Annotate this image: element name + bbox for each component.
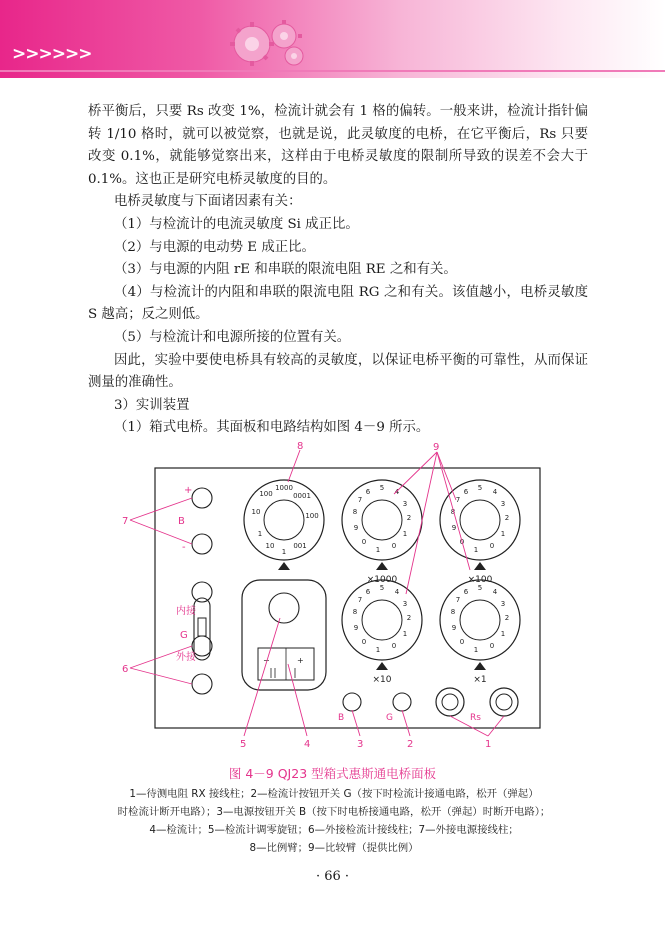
- label-b-power: B: [178, 516, 185, 527]
- svg-text:7: 7: [357, 596, 363, 604]
- svg-text:1: 1: [375, 646, 381, 654]
- svg-text:100: 100: [259, 490, 273, 498]
- svg-text:5: 5: [379, 584, 385, 592]
- body-text: [88, 101, 588, 440]
- bridge-panel-figure: [122, 440, 550, 755]
- zero-adjust-knob: [269, 593, 299, 623]
- galv-terminal-bottom: [192, 674, 212, 694]
- svg-text:0: 0: [459, 538, 465, 546]
- svg-text:1: 1: [402, 630, 408, 638]
- svg-text:9: 9: [353, 624, 359, 632]
- svg-text:4: 4: [394, 488, 400, 496]
- header-banner: [0, 0, 665, 78]
- svg-text:3: 3: [402, 600, 408, 608]
- svg-text:1: 1: [500, 630, 506, 638]
- legend-line: 时检流计断开电路）；3—电源按钮开关 B（按下时电桥接通电路，松开（弹起）时断开电路）；: [117, 806, 551, 818]
- list-item: （2）与电源的电动势 E 成正比。: [114, 239, 315, 255]
- svg-text:6: 6: [463, 588, 469, 596]
- svg-text:1: 1: [375, 546, 381, 554]
- power-terminal-minus: [192, 534, 212, 554]
- callout-4: 4: [304, 739, 311, 750]
- dial-x100: [440, 480, 520, 585]
- callout-6: 6: [122, 664, 129, 675]
- galv-terminal-top: [192, 582, 212, 602]
- svg-text:9: 9: [451, 624, 457, 632]
- galv-link-bar: [194, 598, 210, 660]
- svg-text:7: 7: [357, 496, 363, 504]
- legend-line: 4—检流计；5—检流计调零旋钮；6—外接检流计接线柱；7—外接电源接线柱；: [149, 824, 519, 836]
- callout-5: 5: [240, 739, 247, 750]
- label-b-button: B: [338, 713, 345, 723]
- svg-text:1: 1: [473, 646, 479, 654]
- label-inner: 内接: [176, 606, 196, 617]
- legend-line: 1—待测电阻 RX 接线柱；2—检流计按钮开关 G（按下时检流计接通电路，松开（弹起）: [129, 788, 539, 800]
- svg-text:4: 4: [394, 588, 400, 596]
- svg-text:8: 8: [450, 608, 456, 616]
- paragraph-3: 因此，实验中要使电桥具有较高的灵敏度，以保证电桥平衡的可靠性，从而保证测量的准确性。: [88, 352, 588, 391]
- svg-text:5: 5: [477, 584, 483, 592]
- svg-text:4: 4: [492, 488, 498, 496]
- list-item: （4）与检流计的内阻和串联的限流电阻 RG 之和有关。该值越小，电桥灵敏度 S 越高；反之则低。: [88, 284, 588, 323]
- svg-text:9: 9: [451, 524, 457, 532]
- svg-text:8: 8: [352, 608, 358, 616]
- svg-text:10: 10: [265, 542, 275, 550]
- svg-text:6: 6: [365, 588, 371, 596]
- svg-text:3: 3: [402, 500, 408, 508]
- ratio-dial-inner: [264, 500, 304, 540]
- label-x1: ×1: [473, 675, 487, 685]
- svg-text:8: 8: [352, 508, 358, 516]
- callout-7: 7: [122, 516, 129, 527]
- svg-text:0: 0: [361, 638, 367, 646]
- callout-9: 9: [433, 442, 440, 453]
- svg-text:001: 001: [293, 542, 307, 550]
- svg-text:+: +: [297, 656, 304, 665]
- svg-text:10: 10: [251, 508, 261, 516]
- callout-3: 3: [357, 739, 364, 750]
- list-item: （1）与检流计的电流灵敏度 Si 成正比。: [114, 216, 359, 232]
- svg-text:7: 7: [455, 496, 461, 504]
- label-g-terminal: G: [180, 630, 188, 641]
- svg-text:1: 1: [473, 546, 479, 554]
- svg-text:1: 1: [500, 530, 506, 538]
- label-x10: ×10: [372, 675, 392, 685]
- section-heading: 3）实训装置: [114, 397, 190, 413]
- power-terminal-plus: [192, 488, 212, 508]
- svg-text:1: 1: [281, 548, 287, 556]
- svg-text:0: 0: [391, 642, 397, 650]
- subsection-text: （1）箱式电桥。其面板和电路结构如图 4－9 所示。: [114, 420, 430, 436]
- dial-x1: [440, 580, 520, 685]
- list-item: （3）与电源的内阻 rE 和串联的限流电阻 RE 之和有关。: [114, 262, 457, 278]
- svg-text:7: 7: [455, 596, 461, 604]
- power-button-b: [343, 693, 361, 711]
- svg-text:0: 0: [489, 542, 495, 550]
- figure-caption: 图 4－9 QJ23 型箱式惠斯通电桥面板: [228, 766, 437, 781]
- rs-terminal-left: [436, 688, 464, 716]
- svg-text:2: 2: [504, 614, 510, 622]
- page-number: · 66 ·: [315, 869, 350, 884]
- svg-text:0: 0: [489, 642, 495, 650]
- figure-legend: [60, 785, 608, 857]
- svg-text:4: 4: [492, 588, 498, 596]
- svg-text:1: 1: [257, 530, 263, 538]
- galvanometer-box: [242, 580, 326, 690]
- list-item: （5）与检流计和电源所接的位置有关。: [114, 329, 351, 345]
- svg-text:1: 1: [402, 530, 408, 538]
- svg-text:3: 3: [500, 500, 506, 508]
- dial-x10: [342, 580, 422, 685]
- label-plus: +: [184, 485, 193, 496]
- panel-outline: [155, 468, 540, 728]
- label-g-button: G: [386, 713, 393, 723]
- dial-x1000: [342, 480, 422, 585]
- callout-2: 2: [407, 739, 414, 750]
- galv-link-plate: [198, 618, 206, 636]
- svg-text:5: 5: [477, 484, 483, 492]
- svg-text:2: 2: [504, 514, 510, 522]
- galv-button-g: [393, 693, 411, 711]
- callout-1: 1: [485, 739, 492, 750]
- svg-text:0: 0: [459, 638, 465, 646]
- legend-line: 8—比例臂；9—比较臂（提供比例）: [249, 842, 419, 854]
- label-outer: 外接: [176, 652, 196, 663]
- label-x100: ×100: [467, 575, 493, 585]
- header-chevrons: >>>>>>: [12, 44, 92, 64]
- svg-text:−: −: [263, 656, 270, 665]
- svg-text:6: 6: [463, 488, 469, 496]
- svg-text:5: 5: [379, 484, 385, 492]
- svg-text:6: 6: [365, 488, 371, 496]
- header-rule: [0, 70, 665, 72]
- svg-text:0: 0: [361, 538, 367, 546]
- svg-text:0001: 0001: [293, 492, 311, 500]
- svg-text:100: 100: [305, 512, 319, 520]
- gears-decoration-icon: [212, 14, 322, 76]
- svg-text:0: 0: [391, 542, 397, 550]
- callout-8: 8: [297, 441, 304, 452]
- svg-text:2: 2: [406, 614, 412, 622]
- label-minus: -: [182, 542, 186, 553]
- svg-text:8: 8: [450, 508, 456, 516]
- rs-terminal-right: [490, 688, 518, 716]
- paragraph-1: 桥平衡后，只要 Rs 改变 1%，检流计就会有 1 格的偏转。一般来讲，检流计指针偏转 1/10 格时，就可以被觉察，也就是说，此灵敏度的电桥，在它平衡后，Rs 只要改变 0.1%，就能够觉察出来，这样由于电桥灵敏度的限制所导致的误差不会大于 0.1%。这也正是研究电桥灵敏度的目的。: [88, 104, 588, 187]
- svg-text:9: 9: [353, 524, 359, 532]
- svg-text:1000: 1000: [275, 484, 293, 492]
- label-rs: Rs: [470, 713, 481, 723]
- svg-text:2: 2: [406, 514, 412, 522]
- svg-text:3: 3: [500, 600, 506, 608]
- paragraph-2: 电桥灵敏度与下面诸因素有关：: [114, 194, 302, 210]
- label-x1000: ×1000: [366, 575, 398, 585]
